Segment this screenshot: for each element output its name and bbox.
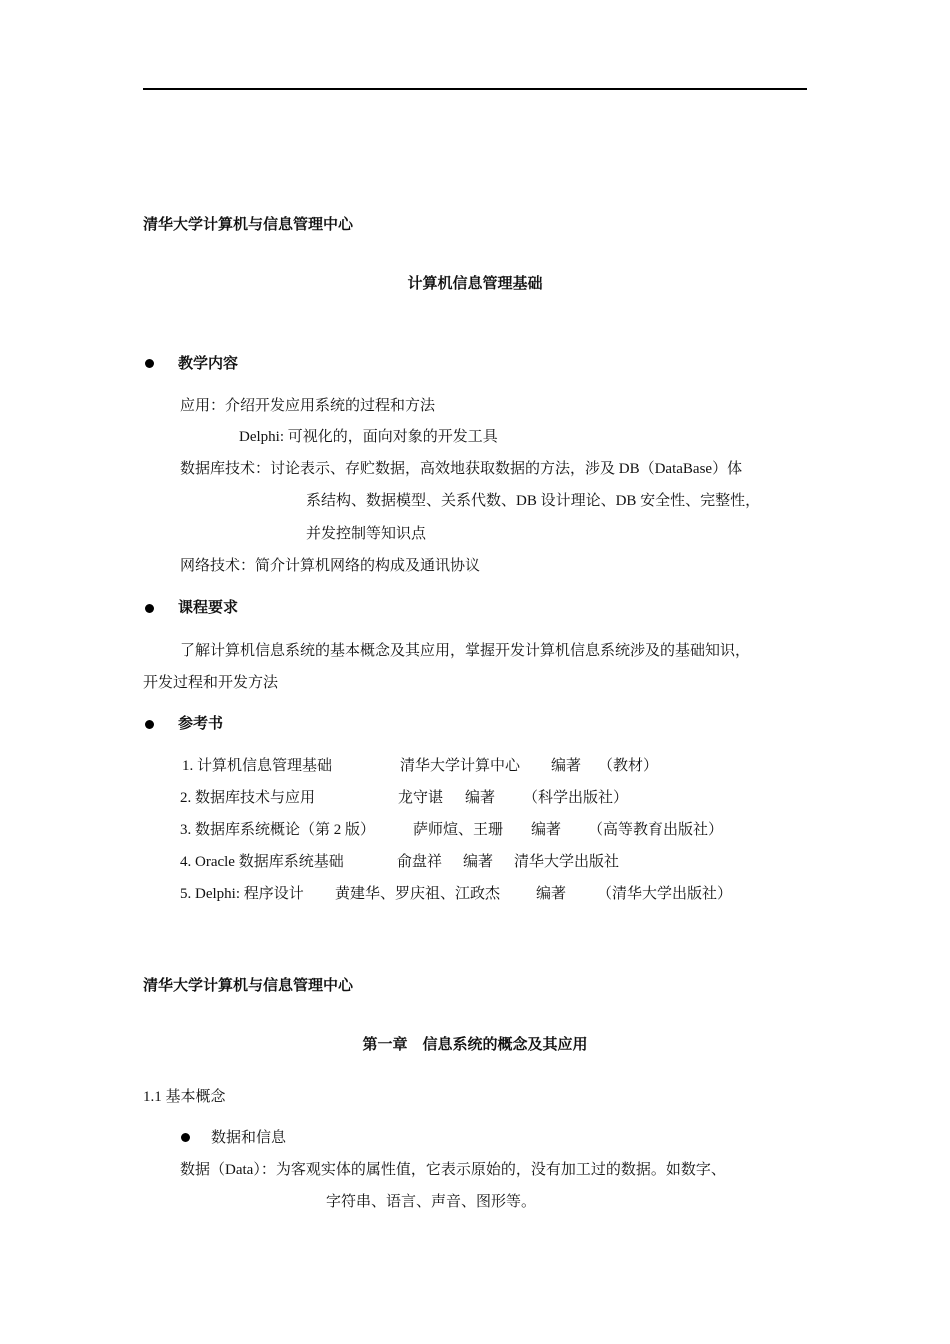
section-title: 计算机信息管理基础 — [407, 275, 543, 292]
requirements-heading: 课程要求 — [178, 599, 239, 616]
chapter-title: 第一章 信息系统的概念及其应用 — [362, 1036, 588, 1053]
book-item-title: 5. Delphi: 程序设计 — [180, 886, 304, 902]
book-item-author: 俞盘祥 — [397, 854, 443, 870]
book-item-title: 3. 数据库系统概论（第 2 版） — [180, 822, 376, 838]
book-item-author: 黄建华、罗庆祖、江政杰 — [335, 886, 501, 902]
bullet-icon — [145, 720, 154, 729]
book-item-publisher: （清华大学出版社） — [597, 886, 733, 902]
header-rule — [143, 88, 807, 90]
section-heading: 1.1 基本概念 — [143, 1089, 226, 1105]
data-definition-line2: 字符串、语言、声音、图形等。 — [326, 1194, 537, 1210]
book-item-title: 1. 计算机信息管理基础 — [182, 758, 333, 774]
book-item-author: 龙守谌 — [398, 790, 444, 806]
requirements-line1: 了解计算机信息系统的基本概念及其应用，掌握开发计算机信息系统涉及的基础知识， — [180, 643, 751, 659]
books-heading: 参考书 — [178, 715, 224, 732]
teaching-db-line2: 系结构、数据模型、关系代数、DB 设计理论、DB 安全性、完整性， — [306, 493, 761, 509]
book-item-author: 萨师煊、王珊 — [413, 822, 504, 838]
book-item-publisher: （高等教育出版社） — [588, 822, 724, 838]
page-header: 清华大学计算机与信息管理中心 — [143, 216, 354, 233]
teaching-delphi: Delphi: 可视化的，面向对象的开发工具 — [239, 429, 498, 445]
book-item-title: 4. Oracle 数据库系统基础 — [180, 854, 344, 870]
book-item-title: 2. 数据库技术与应用 — [180, 790, 316, 806]
book-item-publisher: 清华大学出版社 — [514, 854, 620, 870]
book-item-role: 编著 — [465, 790, 496, 806]
data-info-heading: 数据和信息 — [211, 1130, 287, 1146]
teaching-heading: 教学内容 — [178, 355, 239, 372]
teaching-net: 网络技术：简介计算机网络的构成及通讯协议 — [180, 558, 481, 574]
book-item-role: 编著 — [531, 822, 562, 838]
teaching-db-line1: 数据库技术：讨论表示、存贮数据，高效地获取数据的方法，涉及 DB（DataBase）体 — [180, 461, 743, 477]
book-item-role: 编著 — [551, 758, 582, 774]
bullet-icon — [145, 604, 154, 613]
bullet-icon — [181, 1133, 190, 1142]
bullet-icon — [145, 359, 154, 368]
book-item-publisher: （科学出版社） — [523, 790, 629, 806]
book-item-publisher: （教材） — [598, 758, 659, 774]
teaching-app: 应用：介绍开发应用系统的过程和方法 — [180, 398, 436, 414]
page-header: 清华大学计算机与信息管理中心 — [143, 977, 354, 994]
data-definition-line1: 数据（Data）：为客观实体的属性值，它表示原始的，没有加工过的数据。如数字、 — [180, 1162, 726, 1178]
book-item-role: 编著 — [536, 886, 567, 902]
book-item-role: 编著 — [463, 854, 494, 870]
teaching-db-line3: 并发控制等知识点 — [306, 526, 427, 542]
book-item-author: 清华大学计算中心 — [400, 758, 521, 774]
requirements-line2: 开发过程和开发方法 — [143, 675, 279, 691]
